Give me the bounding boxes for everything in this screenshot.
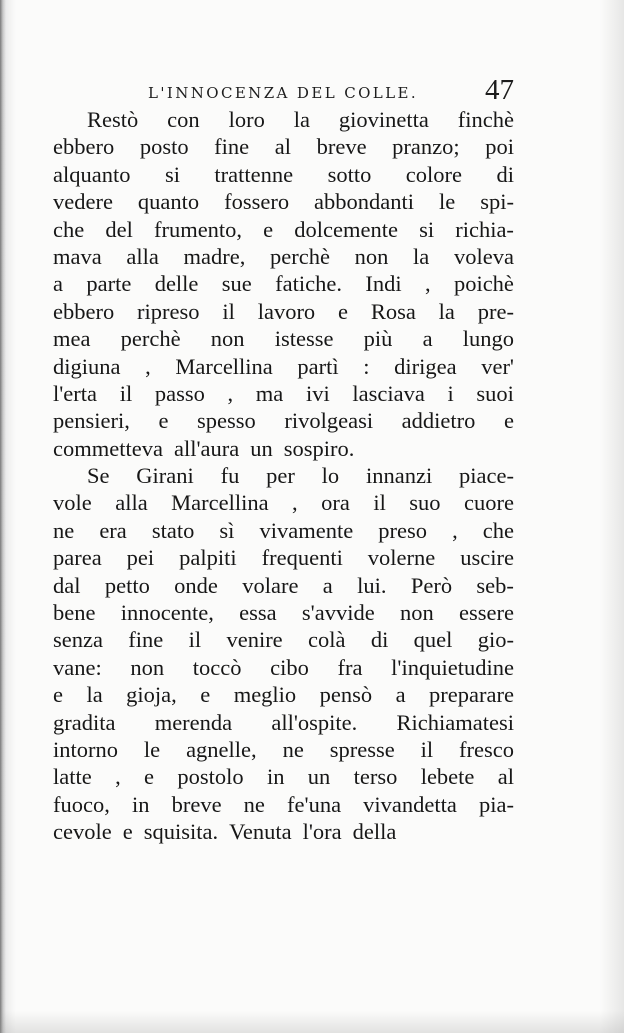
word: giovinetta (338, 107, 429, 132)
word: un (307, 764, 331, 790)
text-line (53, 216, 514, 243)
word: la (413, 243, 430, 269)
word: toccò (192, 654, 242, 680)
word: a (422, 326, 433, 352)
word: con (167, 107, 200, 132)
word: ebbero (53, 298, 115, 324)
word: fra (337, 654, 363, 680)
word: al (274, 134, 291, 160)
word: palpiti (179, 545, 237, 571)
word: frequenti (261, 545, 343, 571)
word: parte (86, 271, 132, 297)
text-line (53, 353, 514, 380)
text-line (53, 626, 514, 653)
word: le (143, 736, 161, 762)
word: ora (321, 490, 350, 516)
word: spesso (197, 408, 256, 434)
word: cevole (53, 819, 112, 845)
text-line (53, 736, 514, 763)
word: Marcellina (171, 490, 269, 516)
word: terso (353, 764, 398, 790)
word: venire (226, 627, 283, 653)
page-bottom-shadow (0, 1011, 624, 1033)
running-title: L'INNOCENZA DEL COLLE. (148, 84, 419, 102)
word: un (250, 435, 273, 461)
text-line (53, 654, 514, 681)
text-line (53, 681, 514, 708)
word: a (322, 572, 333, 598)
word: commetteva (53, 435, 163, 461)
word: sue (221, 271, 252, 297)
word: di (370, 627, 389, 653)
word: non (130, 654, 165, 680)
word: che (53, 216, 85, 242)
word: parea (53, 545, 102, 571)
word: latte (53, 764, 92, 790)
word: vivamente (259, 517, 354, 543)
word: ne (282, 736, 304, 762)
word: innocente, (120, 600, 214, 626)
word: i (447, 380, 454, 406)
word: s'avvide (301, 600, 375, 626)
word: richia- (455, 216, 514, 242)
word: Marcellina (175, 353, 273, 379)
word: lebete (420, 764, 475, 790)
word: meglio (233, 682, 297, 708)
word: essa (239, 600, 277, 626)
word: la (438, 298, 455, 324)
word: delle (154, 271, 199, 297)
word: della (352, 819, 397, 845)
word: passo (154, 380, 205, 406)
word: a (53, 271, 63, 297)
word: e (263, 216, 274, 242)
word: dirigea (394, 353, 457, 379)
word: , (424, 271, 431, 297)
word: ripreso (137, 298, 200, 324)
text-line (53, 188, 514, 215)
text-line (53, 818, 514, 845)
word: all'aura (173, 435, 240, 461)
word: innanzi (365, 463, 433, 489)
word: frumento, (153, 216, 243, 242)
word: per (266, 463, 295, 489)
text-line (53, 161, 514, 188)
word: essere (459, 600, 514, 626)
word: Venuta (229, 819, 292, 845)
word: e (53, 682, 63, 708)
word: pre- (477, 298, 514, 324)
word: si (164, 161, 180, 187)
word: rivolgeasi (284, 408, 374, 434)
word: quanto (137, 189, 200, 215)
text-line (53, 435, 514, 462)
word: quel (413, 627, 453, 653)
word: , (145, 353, 151, 379)
word: in (266, 764, 285, 790)
word: posto (139, 134, 189, 160)
word: preso (378, 517, 428, 543)
word: trattenne (214, 161, 294, 187)
word: di (496, 161, 514, 187)
word: petto (104, 572, 150, 598)
word: più (363, 326, 393, 352)
word: sì (219, 517, 235, 543)
word: gio- (477, 627, 514, 653)
word: postolo (177, 764, 244, 790)
word: il (222, 298, 235, 324)
text-line (53, 298, 514, 325)
text-line (53, 106, 514, 133)
word: gioja, (126, 682, 177, 708)
word: partì (297, 353, 339, 379)
word: l'ora (302, 819, 342, 845)
word: finchè (457, 107, 514, 132)
word: del (105, 216, 133, 242)
word: stato (151, 517, 195, 543)
paragraph (53, 462, 514, 845)
word: in (131, 791, 150, 817)
text-line (53, 517, 514, 544)
word: squisita. (143, 819, 219, 845)
word: perchè (120, 326, 181, 352)
word: , (292, 490, 298, 516)
word: preparare (429, 682, 514, 708)
text-line (53, 243, 514, 270)
word: agnelle, (186, 736, 257, 762)
word: bene (53, 600, 96, 626)
word: alla (126, 243, 159, 269)
word: e (158, 408, 169, 434)
word: il (188, 627, 202, 653)
word: loro (228, 107, 265, 132)
text-line (53, 599, 514, 626)
word: pia- (479, 791, 514, 817)
word: non (354, 243, 389, 269)
word: ne (53, 517, 75, 543)
word: la (293, 107, 310, 132)
word: le (438, 189, 456, 215)
word: vivandetta (363, 791, 457, 817)
word: mea (53, 326, 91, 352)
word: si (419, 216, 435, 242)
word: cibo (270, 654, 309, 680)
word: volerne (367, 545, 436, 571)
word: poi (485, 134, 514, 160)
word: , (452, 517, 458, 543)
word: colà (308, 627, 346, 653)
word: sospiro. (283, 435, 355, 461)
word: ebbero (53, 134, 115, 160)
word: lo (321, 463, 340, 489)
word: era (99, 517, 127, 543)
word: istesse (274, 326, 334, 352)
word: fine (214, 134, 250, 160)
word: seb- (476, 572, 514, 598)
word: Rosa (370, 298, 416, 324)
word: digiuna (53, 353, 121, 379)
word: vole (53, 490, 92, 516)
word: fe'una (287, 791, 342, 817)
word: uscire (460, 545, 514, 571)
word: colore (405, 161, 463, 187)
word: breve (171, 791, 222, 817)
text-line (53, 544, 514, 571)
text-line (53, 462, 514, 489)
word: Restò (87, 107, 139, 132)
word: onde (174, 572, 218, 598)
word: l'inquietudine (391, 654, 514, 680)
word: spresse (329, 736, 395, 762)
word: mava (53, 243, 102, 269)
word: breve (316, 134, 367, 160)
word: Girani (136, 463, 194, 489)
word: addietro (401, 408, 476, 434)
word: piace- (459, 463, 514, 489)
word: e (503, 408, 514, 434)
body-text (53, 106, 514, 846)
page-edge-shadow (600, 0, 624, 1033)
text-line (53, 270, 514, 297)
page-binding-edge (0, 0, 16, 1033)
word: al (497, 764, 514, 790)
word: fatiche. (275, 271, 342, 297)
word: il (119, 380, 133, 406)
word: lavoro (257, 298, 316, 324)
text-line (53, 325, 514, 352)
word: dolcemente (294, 216, 398, 242)
page-number: 47 (485, 74, 514, 106)
word: senza (53, 627, 103, 653)
text-line (53, 380, 514, 407)
word: ivi (305, 380, 330, 406)
word: Richiamatesi (396, 709, 514, 735)
word: Se (87, 463, 110, 489)
word: sotto (327, 161, 372, 187)
word: e (122, 819, 133, 845)
word: Però (410, 572, 453, 598)
word: Indi (365, 271, 402, 297)
word: ne (243, 791, 265, 817)
text-line (53, 407, 514, 434)
word: lasciava (352, 380, 425, 406)
word: poichè (453, 271, 514, 297)
word: il (420, 736, 434, 762)
word: cuore (464, 490, 514, 516)
word: la (86, 682, 103, 708)
text-line (53, 572, 514, 599)
word: lui. (357, 572, 387, 598)
word: all'ospite. (271, 709, 358, 735)
word: dal (53, 572, 81, 598)
word: e (144, 764, 155, 790)
word: : (363, 353, 370, 379)
word: il (373, 490, 386, 516)
word: ma (255, 380, 284, 406)
word: spi- (480, 189, 514, 215)
word: fuoco, (53, 791, 110, 817)
word: madre, (183, 243, 246, 269)
word: abbondanti (314, 189, 415, 215)
paragraph (53, 106, 514, 462)
word: gradita (53, 709, 116, 735)
word: intorno (53, 736, 118, 762)
word: fine (128, 627, 164, 653)
word: alquanto (53, 161, 131, 187)
word: che (482, 517, 514, 543)
word: ver' (481, 353, 514, 379)
word: e (200, 682, 211, 708)
word: , (227, 380, 234, 406)
word: suo (409, 490, 441, 516)
text-line (53, 791, 514, 818)
word: pranzo; (392, 134, 460, 160)
word: pensò (319, 682, 373, 708)
word: vane: (53, 654, 102, 680)
word: l'erta (53, 380, 98, 406)
word: non (400, 600, 434, 626)
word: alla (115, 490, 148, 516)
word: voleva (453, 243, 514, 269)
text-line (53, 489, 514, 516)
word: non (210, 326, 245, 352)
text-line (53, 763, 514, 790)
word: fossero (224, 189, 290, 215)
word: fu (220, 463, 240, 489)
word: pei (126, 545, 155, 571)
word: perchè (270, 243, 330, 269)
word: a (395, 682, 406, 708)
word: suoi (476, 380, 514, 406)
word: merenda (154, 709, 233, 735)
text-line (53, 709, 514, 736)
word: fresco (459, 736, 514, 762)
word: volare (242, 572, 299, 598)
text-line (53, 133, 514, 160)
word: vedere (53, 189, 113, 215)
word: e (338, 298, 349, 324)
word: pensieri, (53, 408, 130, 434)
word: lungo (462, 326, 514, 352)
word: , (115, 764, 121, 790)
